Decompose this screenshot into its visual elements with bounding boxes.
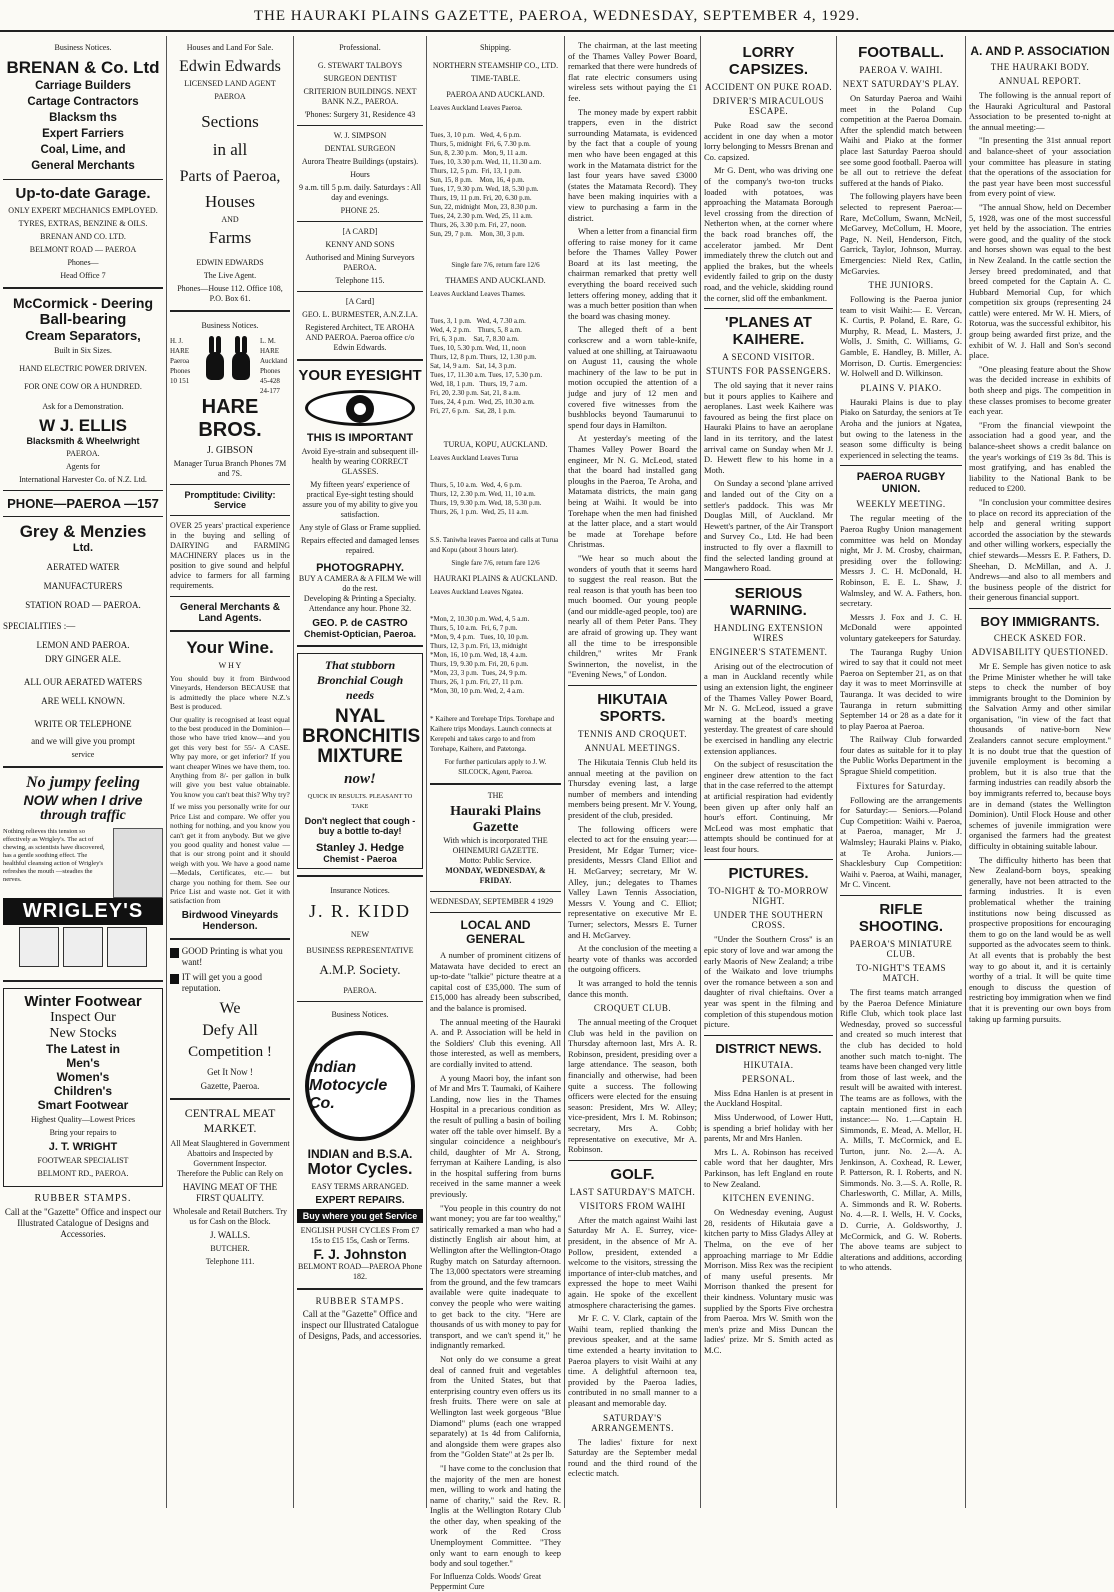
smart-footwear: Smart Footwear xyxy=(37,1098,129,1112)
incorporated: With which is incorporated THE OHINEMURI GAZETTE. xyxy=(443,836,548,855)
motor-cycles: Motor Cycles. xyxy=(307,1161,413,1178)
we: We xyxy=(219,999,241,1017)
article-paragraph: "In conclusion your committee desires to place on record its appreciation of the help and general writing support accorded the association by the stewards and other willing workers, especially the chief stewards—Messrs E. P. Fathers, D. Sheehan, D. McMillan, and A. J. Andrews—and also to all members and the business people of the district for their generous financial support. xyxy=(969,496,1111,603)
timetable: TIME-TABLE. xyxy=(470,74,521,83)
womens: Women's xyxy=(56,1070,110,1084)
english-push-cycles: ENGLISH PUSH CYCLES From £7 15s to £15 15s, Cash or Terms. xyxy=(300,1226,420,1245)
belmont-road: BELMONT RD., PAEROA. xyxy=(37,1169,129,1178)
this-is-important: THIS IS IMPORTANT xyxy=(306,432,414,444)
article-paragraph: Messrs J. Fox and J. C. H. McDonald were appointed voluntary gatekeepers for Saturday. xyxy=(840,611,962,643)
defy-all: Defy All xyxy=(202,1021,258,1039)
column-sport xyxy=(837,40,965,1508)
timetable-turua: Thurs, 5, 10 a.m. Wed, 4, 6 p.m. Thurs, 12, 2.30 p.m. Wed, 11, 10 a.m. Thurs, 19, 9.30 p.m. Wed, 18, 5.30 p.m. Thurs, 26, 1 p.m. Wed, 25, 11 a.m. xyxy=(430,481,542,516)
nyal-dont-neglect: Don't neglect that cough -buy a bottle to-day! xyxy=(304,816,416,836)
rubber-stamps: RUBBER STAMPS. xyxy=(34,1193,132,1204)
hedge: Stanley J. Hedge xyxy=(315,842,405,854)
turua-head: Leaves Auckland Leaves Turua xyxy=(430,454,519,462)
central-meat: CENTRAL MEAT MARKET. xyxy=(184,1105,276,1135)
new-stocks: New Stocks xyxy=(49,1026,117,1041)
dental-surgeon: DENTAL SURGEON xyxy=(324,144,396,153)
grey-ltd: Ltd. xyxy=(72,542,94,554)
article-paragraph: Mr G. Dent, who was driving one of the company's two-ton trucks loaded with potatoes, was approaching the Matamata Borough level crossing from the direction of Netherton when, at the corner where the back road branches off, the accelerator jambed. Mr Dent immediately threw the clutch out and applied the brakes, but the wheels evidently failed to grip on the dusty road, and the vehicle, skidding round the corner, slid off the embankment. xyxy=(704,165,833,303)
photography: PHOTOGRAPHY. xyxy=(316,562,404,574)
thames-head: Leaves Auckland Leaves Thames. xyxy=(430,290,526,298)
square-bullet-icon xyxy=(170,974,179,984)
paeroa-v-waihi: PAEROA V. WAIHI. xyxy=(859,65,943,75)
simpson: W. J. SIMPSON xyxy=(333,131,387,140)
ellis-sub: Blacksmith & Wheelwright xyxy=(26,436,140,446)
column-shipping xyxy=(427,40,564,1591)
hours-detail: 9 a.m. till 5 p.m. daily. Saturdays : All day and evenings. xyxy=(299,183,421,202)
the-juniors: THE JUNIORS. xyxy=(868,280,934,291)
boy-immigrants-heading: BOY IMMIGRANTS. xyxy=(980,613,1100,629)
paeroa-fare: Single fare 7/6, return fare 12/6 xyxy=(451,261,540,269)
eye-icon xyxy=(305,390,415,426)
childrens: Children's xyxy=(53,1084,113,1098)
nyal-quick: QUICK IN RESULTS. PLEASANT TO TAKE xyxy=(307,793,413,810)
ellis-title: W J. ELLIS xyxy=(39,416,127,435)
edwin-signature: EDWIN EDWARDS xyxy=(196,258,264,267)
annual-meetings: ANNUAL MEETINGS. xyxy=(584,743,681,754)
article-paragraph: Mrs L. A. Robinson has received cable word that her daughter, Mrs Parkinson, has left England en route to New Zealand. xyxy=(704,1146,833,1189)
wine-text-2: Our quality is recognised at least equal to the best produced in the Dominion—those who have tried know—and you get this very best for 55/- A CASE. Why pay more, or get inferior? If you want cheaper Wines we have them, too. Anything from 8/- per gallon in bulk will give you best value obtainable. You know you can't beat this? Why try? xyxy=(170,714,290,799)
avoid-eye-strain: Avoid Eye-strain and subsequent ill-health by wearing CORRECT GLASSES. xyxy=(301,447,419,476)
article-paragraph: When a letter from a financial firm offering to raise money for it came before the Thames Valley Power Board at its last meeting, the chairman remarked that pretty well everything the board received such letters offering money, adding that it was a much better position than when the board was chasing money. xyxy=(568,226,697,321)
paeroa-auckland-head: Leaves Auckland Leaves Paeroa. xyxy=(430,104,523,112)
write-telephone: WRITE OR TELEPHONE xyxy=(34,719,132,729)
get-it-now: Get It Now ! xyxy=(207,1066,253,1077)
card-label: [A CARD] xyxy=(342,227,378,236)
column-news-1 xyxy=(565,40,700,1508)
tennis-croquet: TENNIS AND CROQUET. xyxy=(577,729,688,740)
article-paragraph: Following is the Paeroa junior team to visit Waihi:— E. Vercan, K. Curtis, P. Poland, E. Rare, G. Murphy, R. Mead, L. Masters, J. Wolls, J. Smith, C. Williams, G. Gamble, E. Handley, B. Miller, A. Morrison, D. Curtis. Emergencies: W. Holwell and D. Wilkinson. xyxy=(840,294,962,379)
article-paragraph: The Tauranga Rugby Union wired to say that it could not meet Paeroa on September 21, as on that day it was to meet Morrinsville at Tauranga. It was decided to wire Tauranga in return submitting September 14 or 28 as a date for it to play Paeroa at Paeroa. xyxy=(840,646,962,731)
walls: J. WALLS. xyxy=(209,1229,251,1240)
personal: PERSONAL. xyxy=(741,1073,796,1084)
paeroa-label: PAEROA xyxy=(214,92,246,101)
kenny: KENNY AND SONS xyxy=(325,240,395,249)
weekly-meeting: WEEKLY MEETING. xyxy=(856,499,946,510)
masthead-rule xyxy=(0,30,1114,32)
thames-auckland: THAMES AND AUCKLAND. xyxy=(445,276,546,285)
hauraki-body: THE HAURAKI BODY. xyxy=(990,62,1090,72)
talboys: G. STEWART TALBOYS xyxy=(317,61,403,70)
article-paragraph: The difficulty hitherto has been that New Zealand-born boys, speaking generally, have not been attracted to the farming industries. It is even problematical whether the training institutions now being discussed as prospective propositions for encouraging them to go on the land would be as well supported as the advocates seem to think. At all events that is probably the best way to go about it, and it is certainly worthy of a trial. It will be quite time enough to discuss the question of restricting boy immigration when we find that it is preventing our own boys from taking up farming pursuits. xyxy=(969,854,1111,1024)
prompt: and we will give you prompt xyxy=(31,736,135,746)
croquet-club: CROQUET CLUB. xyxy=(593,1003,672,1014)
article-paragraph: "We hear so much about the wonders of youth that it seems hard to suggest the real reason. But the real reason is that youth has been too much boomed. Our young people (and our middle-aged people, too) are nearly all of them Peter Pans. They are afraid of growing up. They want all the time to be irresponsible children," writes Mr Frank Swinnerton, the novelist, in the "Evening News," of London. xyxy=(568,552,697,680)
driver-illustration xyxy=(113,828,163,898)
burmester: GEO. L. BURMESTER, A.N.Z.I.A. xyxy=(302,310,418,319)
hand-electric: HAND ELECTRIC POWER DRIVEN. xyxy=(19,364,147,373)
lemon-paeroa: LEMON AND PAEROA. xyxy=(36,640,130,650)
article-paragraph: Hauraki Plains is due to play Piako on Saturday, the seniors at Te Aroha and the juniors at Ngatea, but owing to the lateness in the season some difficulty is being experienced in selecting the teams. xyxy=(840,396,962,460)
birdwood: Birdwood Vineyards Henderson. xyxy=(181,909,279,932)
district-news-heading: DISTRICT NEWS. xyxy=(715,1040,822,1056)
garage-address: BELMONT ROAD — PAEROA xyxy=(29,245,137,254)
service: service xyxy=(71,750,95,759)
wholesale: Wholesale and Retail Butchers. Try us for Cash on the Block. xyxy=(173,1206,287,1226)
paeroa-auckland: PAEROA AND AUCKLAND. xyxy=(446,90,545,99)
butcher: BUTCHER. xyxy=(210,1243,250,1253)
aerated-water: AERATED WATER xyxy=(46,562,120,572)
planes-heading: 'PLANES AT KAIHERE. xyxy=(725,314,812,349)
parts-of-paeroa: Parts of Paeroa, xyxy=(179,168,281,185)
tonight-tomorrow: TO-NIGHT & TO-MORROW NIGHT. xyxy=(708,886,829,907)
inspect-our: Inspect Our xyxy=(50,1010,116,1025)
lorry-capsizes-heading: LORRY CAPSIZES. xyxy=(728,44,809,78)
column-business-notices xyxy=(0,40,166,1508)
rubber-stamps-2: RUBBER STAMPS. xyxy=(315,1296,405,1306)
farms: Farms xyxy=(208,228,252,247)
mccormick-title: McCormick - Deering xyxy=(12,295,154,311)
aurora: Aurora Theatre Buildings (upstairs). xyxy=(301,157,419,166)
live-agent: The Live Agent. xyxy=(203,271,257,280)
column-ap-association xyxy=(966,40,1114,1508)
rifle-shooting-heading: RIFLE SHOOTING. xyxy=(858,901,944,935)
repairs-effected: Repairs effected and damaged lenses repaired. xyxy=(300,536,420,555)
article-paragraph: The annual meeting of the Hauraki A. and P. Association will be held in the Soldiers' Club this evening. All those interested, as well as members, are cordially invited to attend. xyxy=(430,1016,561,1069)
article-paragraph: On Saturday Paeroa and Waihi meet in the Poland Cup competition at the Paeroa Domain. After the splendid match between Waihi and Piako at the former place last Saturday Paeroa should see some good football. Paeroa will be all out to retrieve the defeat suffered at the hands of Piako. xyxy=(840,93,962,188)
dry-ginger: DRY GINGER ALE. xyxy=(45,654,121,664)
indian-motorcycle-logo: Indian Motocycle Co. xyxy=(305,1031,415,1141)
hours: Hours xyxy=(350,170,370,179)
garage-company: BRENAN AND CO. LTD. xyxy=(40,232,126,241)
rabbit-icon xyxy=(205,336,225,380)
footwear-specialist: FOOTWEAR SPECIALIST xyxy=(37,1156,129,1165)
business-representative: BUSINESS REPRESENTATIVE xyxy=(306,946,414,955)
in-all: in all xyxy=(212,140,248,159)
taniwha-note: S.S. Taniwha leaves Paeroa and calls at Turua and Kopu (about 3 hours later). xyxy=(430,536,559,554)
highest-quality: Highest Quality—Lowest Prices xyxy=(31,1115,135,1124)
grey-menzies: Grey & Menzies xyxy=(19,522,147,541)
fixtures-saturday: Fixtures for Saturday. xyxy=(856,780,946,791)
article-paragraph: The annual meeting of the Croquet Club was held in the pavilion on Thursday afternoon last, Mrs A. R. Robinson, president, presiding over a large attendance. The season, both financially and otherwise, had been quite a success. The following officers were elected for the ensuing season: President, Mrs W. Alley; vice-president, Mrs I. M. Robinson; secretary, Mrs A. Cobb; representative on executive, Mr A. Robinson. xyxy=(568,1017,697,1155)
hpa-head: Leaves Auckland Leaves Ngatea. xyxy=(430,588,524,596)
article-paragraph: "One pleasing feature about the Show was the decided increase in exhibits of both sheep and pigs. The competition in these classes promises to become greater each year. xyxy=(969,363,1111,417)
rabbit-icon xyxy=(231,336,251,380)
motto: Motto: Public Service. xyxy=(459,856,532,865)
hikutaia-sports-heading: HIKUTAIA SPORTS. xyxy=(597,691,668,726)
article-paragraph: Mr F. C. V. Clark, captain of the Waihi team, replied thanking the previous speaker, and at the same time extended a hearty invitation to Paeroa players to visit Waihi at any time. A delightful afternoon tea, provided by the Paeroa ladies, contributed in no small manner to a pleasant and memorable day. xyxy=(568,1313,697,1408)
ellis-intl: International Harvester Co. of N.Z. Ltd. xyxy=(19,475,147,484)
article-paragraph: "From the financial viewpoint the association had a good year, and the balance-sheet shows a credit balance on the year's workings of £19 3s 8d. This is most gratifying, and has enabled the liability to the National Bank to be reduced to £200. xyxy=(969,419,1111,494)
wrigley-through: through traffic xyxy=(40,808,126,823)
article-paragraph: "I have come to the conclusion that the majority of the men are honest men, willing to work and hating the name of charity," said the Rev. R. Inglis at the Wellington Rotary Club the other day, when speaking of the work of the Red Cross Unemployment Committee. "They only want to earn enough to keep body and soul together." xyxy=(430,1462,561,1569)
pictures-heading: PICTURES. xyxy=(728,865,809,883)
article-paragraph: "You people in this country do not want money; you are far too wealthy," satirically remarked a man who had a distinctly English air about him, at Wellington after the Wellington-Otago Rugby match on Saturday afternoon. The 13,000 spectators were streaming from the ground, and the few tramcars available were quite inadequate to convey the people who were waiting to get back to the city. "Here are thousands of us with money to pay for transport, and we can't spend it," he indignantly remarked. xyxy=(430,1202,561,1351)
article-paragraph: The alleged theft of a bent corkscrew and a worn table-knife, valued at one shilling, at Tairuawaotu on August 11, causing the whole machinery of the law to be put in motion occupied the attention of a judge and jury of 12 men and covered five witnesses from the bushblocks beyond Taumarunui to spend four days in Hamilton. xyxy=(568,324,697,430)
brenan-services: Carriage Builders Cartage Contractors Blacksm ths Expert Farriers Coal, Lime, and General Merchants xyxy=(27,80,139,172)
article-paragraph: The old saying that it never rains but it pours applies to Kaihere and aeroplanes. Last week Kaihere was favoured as being the first place on Hauraki Plains to have an aeroplane land in its territory, and the latest arrival came on Sunday when Mr J. D. Hewett flew to his home in a Moth. xyxy=(704,380,833,475)
advisability: ADVISABILITY QUESTIONED. xyxy=(971,646,1109,657)
plains-v-piako: PLAINS V. PIAKO. xyxy=(860,382,942,393)
engineers-statement: ENGINEER'S STATEMENT. xyxy=(709,646,828,657)
ap-association-heading: A. AND P. ASSOCIATION xyxy=(970,44,1110,58)
wright: J. T. WRIGHT xyxy=(48,1141,118,1153)
timetable-paeroa: Tues, 3, 10 p.m. Wed, 4, 6 p.m. Thurs, 5, midnight Fri, 6, 7.30 p.m. Sun, 8, 2.30 p.m. Mon, 9, 11 a.m. Tues, 10, 3.30 p.m. Wed, 11, 11.30 a.m. Thurs, 12, 5 p.m. Fri, 13, 1 p.m. Sun, 15, 8 p.m. Mon, 16, 4 p.m. Tues, 17, 9.30 p.m. Wed, 18, 5.30 p.m. Thurs, 19, 11 p.m. Fri, 20, 6.30 p.m. Sun, 22, midnight Mon, 23, 8.30 p.m. Tues, 24, 2.30 p.m. Wed, 25, 11 a.m. Thurs, 26, 3.30 p.m. Fri, 27, noon. Sun, 29, 7 p.m. Mon, 30, 3 p.m. xyxy=(430,131,542,238)
talboys-phones: 'Phones: Surgery 31, Residence 43 xyxy=(304,110,416,119)
article-paragraph: Mr E. Semple has given notice to ask the Prime Minister whether he will take steps to check the number of boy immigrants brought to the Dominion by the Salvation Army and other similar organisation, "in view of the fact that thousands of native-born New Zealanders cannot secure employment." It is no doubt true that the question of juvenile employment is becoming a problem, but it is also true that the farming industries can readily absorb the boy immigrants referred to, because boys are in demand (states the Wellington Dominion). Until Flock House and other schemes of juvenile immigration were organised the farmers had the greatest difficulty in obtaining suitable labour. xyxy=(969,660,1111,851)
the-label: THE xyxy=(487,791,504,800)
wrigley-jumpy: No jumpy feeling xyxy=(26,774,140,791)
hj-hare-contact: H. J. HARE Paeroa Phones 10 151 xyxy=(170,337,191,385)
annual-report: ANNUAL REPORT. xyxy=(998,76,1082,86)
hedge-chemist: Chemist - Paeroa xyxy=(323,854,397,864)
last-saturday: LAST SATURDAY'S MATCH. xyxy=(569,1186,696,1197)
new: NEW xyxy=(350,930,370,939)
article-paragraph: The following players have been selected to represent Paeroa:— Rare, McCollum, Swann, McNeil, McGarvey, McCollum, H. Moore, Page, N. Neil, Henderson, Fitch, Garrick, Taylor, Johnson, Murray. Emergencies: Nield Rex, Catlin, McGarvies. xyxy=(840,191,962,276)
latest-in: The Latest in xyxy=(45,1042,120,1056)
saturday-arrangements: SATURDAY'S ARRANGEMENTS. xyxy=(591,1412,674,1433)
hauraki-plains-auckland: HAURAKI PLAINS & AUCKLAND. xyxy=(433,574,558,583)
article-paragraph: The Hikutaia Tennis Club held its annual meeting at the pavilion on Thursday evening last, a large number of members and intending members being present. Mr V. Young, president of the club, presided. xyxy=(568,757,697,820)
article-paragraph: The following is the annual report of the Hauraki Agricultural and Pastoral Association to be presented to-night at the annual meeting:— xyxy=(969,90,1111,132)
drivers-escape: DRIVER'S MIRACULOUS ESCAPE. xyxy=(712,96,825,116)
why: W H Y xyxy=(218,661,242,670)
lm-hare-contact: L. M. HARE Auckland Phones 45-428 24-177 xyxy=(260,337,288,395)
competition: Competition ! xyxy=(188,1043,272,1060)
article-paragraph: A number of prominent citizens of Matawata have decided to erect an up-to-date "talkie" picture theatre at a capital cost of £35,000. The sum of £15,000 has already been subscribed, and the balance is promised. xyxy=(430,950,561,1013)
teams-match: TO-NIGHT'S TEAMS MATCH. xyxy=(855,963,947,983)
developing: Developing & Printing a Specialty. Attendance any hour. Phone 32. xyxy=(303,594,417,613)
section-heading: Business Notices. xyxy=(331,1010,389,1019)
garage-tyres: TYRES, EXTRAS, BENZINE & OILS. xyxy=(18,219,148,228)
article-paragraph: On Wednesday evening, August 28, residents of Hikutaia gave a kitchen party to Miss Gladys Alley at Thelma, on the eve of her approaching marriage to Mr Eddie Morrison. Miss Rex was the recipient of many useful presents. Mr Morrison thanked the present for their kindness. Voluntary music was supplied by the Sports Five orchestra from Paeroa. Mrs W. Smith won the men's prize and Miss Duncan the ladies' prize. Mr S. Smith acted as M.C. xyxy=(704,1207,833,1355)
garage-phones: Phones— xyxy=(67,258,99,267)
turua-fare: Single fare 7/6, return fare 12/6 xyxy=(451,559,540,567)
section-heading: Business Notices. xyxy=(201,321,259,330)
winter-footwear: Winter Footwear xyxy=(24,993,142,1010)
licensed-agent: LICENSED LAND AGENT xyxy=(184,79,276,88)
having-meat: HAVING MEAT OF THE FIRST QUALITY. xyxy=(182,1181,278,1203)
article-paragraph: Not only do we consume a great deal of canned fruit and vegetables from the United States, but that enterprising country even offers us its fresh fruits. There were on sale at Wellington last week gorgeous "Blue Diamond" plums (each one wrapped separately) at 1s 4d from California, and alongside them were grapes also from the "Golden State" at 2s per lb. xyxy=(430,1353,561,1460)
masthead: THE HAURAKI PLAINS GAZETTE, PAEROA, WEDNESDAY, SEPTEMBER 4, 1929. xyxy=(253,8,861,24)
kenny-detail: Authorised and Mining Surveyors PAEROA. xyxy=(305,253,415,272)
any-style: Any style of Glass or Frame supplied. xyxy=(299,523,421,532)
article-paragraph: The ladies' fixture for next Saturday are the September medal round and the third round of the eclectic match. xyxy=(568,1436,697,1479)
second-visitor: A SECOND VISITOR. xyxy=(722,352,815,363)
gibson: J. GIBSON xyxy=(206,445,254,456)
dateline: WEDNESDAY, SEPTEMBER 4 1929 xyxy=(430,897,554,906)
wine-text-1: You should buy it from Birdwood Vineyards, Henderson BECAUSE that is admittedly the place where N.Z.'s Best is produced. xyxy=(170,674,290,712)
your-eyesight: YOUR EYESIGHT xyxy=(298,367,422,384)
hpa-note: * Kaihere and Torehape Trips. Torehape and Kaihere trips Mondays. Launch connects at Kerepehi and takes cargo to and from Torehape, Kaihere, and Patetonga. xyxy=(430,715,555,753)
rugby-union-heading: PAEROA RUGBY UNION. xyxy=(856,471,946,496)
section-heading: Business Notices. xyxy=(54,43,112,52)
six-sizes: Built in Six Sizes. xyxy=(54,346,112,355)
surgeon-dentist: SURGEON DENTIST xyxy=(323,74,397,83)
rubber-stamps-text: Call at the "Gazette" Office and inspect our Illustrated Catalogue of Designs and Accessories. xyxy=(4,1207,162,1239)
buy-where-service: Buy where you get Service xyxy=(297,1209,423,1223)
amp-society: A.M.P. Society. xyxy=(319,962,401,977)
stunts: STUNTS FOR PASSENGERS. xyxy=(706,366,831,377)
johnston: F. J. Johnston xyxy=(313,1246,407,1262)
article-paragraph: "The annual Show, held on December 5, 1928, was one of the most successful yet held by the association. The entries were good, and the quality of the stock and horses shown was equal to the best in New Zealand. In the cattle section the Jersey breed predominated, and that breed competed for the Captain A. C. Hubbard Memorial Cup, for which competition six groups (representing 24 cattle) were entered. Mr W. H. Miers, of Rotorua, was the successful exhibitor, his group being awarded first prize, and the exhibit of W. J. Hall and Son's second place. xyxy=(969,201,1111,361)
sections: Sections xyxy=(201,112,259,131)
telephone-115: Telephone 115. xyxy=(335,276,385,285)
article-paragraph: The Railway Club forwarded four dates as suitable for it to play the Public Works Department in the Sprague Shield competition. xyxy=(840,734,962,777)
all-aerated: ALL OUR AERATED WATERS xyxy=(23,677,143,687)
well-known: ARE WELL KNOWN. xyxy=(41,696,125,706)
article-paragraph: A young Maori boy, the infant son of Mr and Mrs T. Taumaki, of Kaihere Landing, now lies in the Thames Hospital in a precarious condition as the result of pulling a basin of boiling water off the table over himself. By a singular coincidence a neighbour's child, daughter of Mr A. Strong, ferryman at Kaihere Landing, is also in the hospital suffering from burns received in the same manner a week previously. xyxy=(430,1072,561,1200)
nyal-product: NYAL BRONCHITIS MIXTURE xyxy=(302,706,421,767)
column-professional xyxy=(294,40,426,1508)
gum-pack-icon xyxy=(63,927,103,967)
article-paragraph: At yesterday's meeting of the Thames Valley Power Board the engineer, Mr N. G. McLeod, stated that the board had installed gang ploughs in the Paeroa, Te Aroha, and Matamata districts, the main gang being at Waihi. It would be into Torehape when the men had finished at the latter place, and a start would be made at Torehape before Christmas. xyxy=(568,433,697,550)
specialities: SPECIALITIES :— xyxy=(3,621,76,631)
nyal-now: now! xyxy=(344,771,376,787)
article-paragraph: Following are the arrangements for Saturday:— Seniors.—Poland Cup Competition: Waihi v. Paeroa, at Paeroa, manager, Mr J. Walmsley; Hauraki Plains v. Piako, at Te Aroha. Juniors.—Shacklesbury Cup Competition: Waihi v. Paeroa, at Waihi, manager, Mr C. Vincent. xyxy=(840,794,962,890)
buy-camera: BUY A CAMERA & A FILM We will do the rest. xyxy=(298,574,422,593)
kidd: J. R. KIDD xyxy=(308,901,411,921)
edwin-phones: Phones—House 112. Office 108, P.O. Box 61. xyxy=(177,284,283,303)
article-paragraph: The following officers were elected to act for the ensuing year:—President, Mr Edgar Turner; vice-presidents, Messrs Cland Elliot and H. McGarvey; secretary, Mr W. Alley, jun.; delegates to Thames Valley Lawn Tennis Association, Messrs V. Young and C. Elliot; representative on executive Mr E. Turner; selectors, Messrs E. Turner and H. McGarvey. xyxy=(568,823,697,940)
gum-pack-icon xyxy=(107,927,147,967)
visitors-waihi: VISITORS FROM WAIHI xyxy=(579,1200,686,1211)
gum-pack-icon xyxy=(19,927,59,967)
article-paragraph: Miss Edna Hanlen is at present in the Auckland Hospital. xyxy=(704,1087,833,1109)
hare-bros: HARE BROS. xyxy=(198,396,262,441)
amp-paeroa: PAEROA. xyxy=(343,986,377,995)
garage-mechanics: ONLY EXPERT MECHANICS EMPLOYED. xyxy=(8,206,158,215)
chemist-optician: Chemist-Optician, Paeroa. xyxy=(303,629,417,639)
cream-separators: Cream Separators, xyxy=(25,328,141,343)
article-paragraph: On the subject of resuscitation the engineer drew attention to the fact that in the case referred to the attempt at artificial respiration had evidently been given up after only half an hour's effort. Continuing, Mr McLeod was most emphatic that attempts should be continued for at least four hours. xyxy=(704,759,833,854)
wrigley-nowwhen: NOW when I drive xyxy=(23,792,143,808)
phone-paeroa: PHONE—PAEROA —157 xyxy=(7,496,159,511)
gazette-paeroa: Gazette, Paeroa. xyxy=(200,1080,260,1091)
gibson-manager: Manager Turua Branch Phones 7M and 7S. xyxy=(173,459,287,478)
miniature-club: PAEROA'S MINIATURE CLUB. xyxy=(849,939,953,959)
mens: Men's xyxy=(66,1056,100,1070)
further-particulars: For further particulars apply to J. W. SILCOCK, Agent, Paeroa. xyxy=(444,758,547,776)
houses: Houses xyxy=(204,192,256,211)
square-bullet-icon xyxy=(170,948,179,958)
article-paragraph: Puke Road saw the second accident in one day when a motor lorry belonging to Messrs Brenan and Co. capsized. xyxy=(704,120,833,162)
good-printing: GOOD Printing is what you want! xyxy=(181,945,283,967)
station-road: STATION ROAD — PAEROA. xyxy=(25,600,141,610)
johnston-address: BELMONT ROAD—PAEROA Phone 182. xyxy=(297,1262,422,1281)
general-merchants: General Merchants & Land Agents. xyxy=(179,602,281,624)
manufacturers: MANUFACTURERS xyxy=(43,581,123,591)
bring-repairs: Bring your repairs to xyxy=(49,1128,117,1137)
ballbearing: Ball-bearing xyxy=(39,311,127,328)
card-label-2: [A Card] xyxy=(345,297,375,306)
kitchen-evening: KITCHEN EVENING. xyxy=(722,1193,815,1204)
article-paragraph: After the match against Waihi last Saturday Mr A. E. Surrey, vice-president, in the absence of Mr A. Pollow, president, extended a welcome to the visitors, stressing the importance of inter-club matches, and expressed the hope to meet Waihi again. He spoke of the excellent atmosphere characterising the games. xyxy=(568,1214,697,1310)
gazette-nameplate: Hauraki Plains Gazette xyxy=(450,804,541,835)
all-meat: All Meat Slaughtered in Government Abattoirs and Inspected by Government Inspector. xyxy=(170,1138,290,1168)
turua-kopu: TURUA, KOPU, AUCKLAND. xyxy=(443,440,548,449)
for-one-cow: FOR ONE COW OR A HUNDRED. xyxy=(24,382,142,391)
ellis-agents: Agents for xyxy=(66,462,100,471)
article-paragraph: The money made by expert rabbit trappers, even in the district surrounding Matamata, is evidenced by the fact that a couple of young men who have been engaged at this work in the Matamata district for the last four years have saved £3000 (states the Matamata Record). They have been making inquiries with a view to purchasing a farm in the district. xyxy=(568,106,697,223)
article-paragraph: "Under the Southern Cross" is an epic story of love and war among the early Maoris of New Zealand; a tribe of the Waikato and love triumphs over the romance between a son and daughter of rival chieftains. Over a year was spent in the filming and completion of this stupendous motion picture. xyxy=(704,934,833,1030)
article-paragraph: Arising out of the electrocution of a man in Auckland recently while using an extension light, the engineer of the Thames Valley Power Board, Mr N. G. McLeod, issued a grave warning at the board's meeting yesterday. The greatest of care should be exercised in handling any electric extension appliances. xyxy=(704,660,833,756)
article-paragraph: At the conclusion of the meeting a hearty vote of thanks was accorded the outgoing officers. xyxy=(568,943,697,975)
garage-head-office: Head Office 7 xyxy=(60,271,106,280)
check-asked: CHECK ASKED FOR. xyxy=(993,632,1087,643)
expert-repairs: EXPERT REPAIRS. xyxy=(315,1195,405,1206)
northern-steamship: NORTHERN STEAMSHIP CO., LTD. xyxy=(432,61,559,70)
rubber-stamps-text-2: Call at the "Gazette" Office and inspect our Illustrated Catalogue of Designs, Pads, and accessories. xyxy=(298,1309,422,1341)
section-heading: Shipping. xyxy=(480,43,511,52)
edwin-title: Edwin Edwards xyxy=(179,58,281,75)
timetable-hauraki: *Mon, 2, 10.30 p.m. Wed, 4, 5 a.m. Thurs, 5, 10 a.m. Fri, 6, 7 p.m. *Mon, 9, 4 p.m. Tues, 10, 10 p.m. Thurs, 12, 3 p.m. Fri, 13, midnight *Mon, 16, 10 p.m. Wed, 18, 4 a.m. Thurs, 19, 9.30 p.m. Fri, 20, 6 p.m. *Mon, 23, 3 p.m. Tues, 24, 9 p.m. Thurs, 26, 1 p.m. Fri, 27, 11 p.m. *Mon, 30, 10 p.m. Wed, 2, 4 a.m. xyxy=(430,615,530,695)
article-paragraph: The first teams match arranged by the Paeroa Defence Miniature Rifle Club, which took place last Wednesday, proved so successful and created so much interest that the club has decided to hold another such match to-night. The teams have been changed very little from those of last week, and the result will be awaited with interest. The teams are as follows, with the captain mentioned first in each instance:— No. 1.—Captain H. Simmonds, E. Mead, A. Mellor, H. A. Mills, T. McCormick, and E. Turton, junr. No. 2.—A. A. Jenkinson, A. Coxhead, R. Lewer, P. Patterson, R. I. Roberts, and N. Simmonds. No. 3.—S. A. Rolle, R. Charlesworth, C. Millar, A. Mills, A. Simmonds and R. W. Roberts. No. 4.—R. I. Wells, H. V. Cocks, D. Currie, A. Goldsworthy, J. McCormick, and G. W. Roberts. The above teams are subject to alterations and additions, according to who attends. xyxy=(840,987,962,1273)
wine-text-3: If we miss you personally write for our Price List and compare. We offer you nothing for nothing, and you know you can't get it from anybody. But we give you good quality and honest value — that is our strong point and it should weigh with you. We have a good name—Medals, Certificates, etc.— but charge you nothing for them. See our Price List and waste not. Get it with satisfaction from xyxy=(170,802,290,906)
next-saturdays-play: NEXT SATURDAY'S PLAY. xyxy=(842,79,960,89)
accident-puke: ACCIDENT ON PUKE ROAD. xyxy=(704,82,833,92)
handling-wires: HANDLING EXTENSION WIRES xyxy=(713,622,824,643)
promptitude: Promptitude: Civility: Service xyxy=(184,490,276,510)
hare-rabbits-logo xyxy=(202,336,254,385)
serious-warning-heading: SERIOUS WARNING. xyxy=(730,584,807,619)
brenan-title: BRENAN & Co. Ltd xyxy=(6,58,160,77)
local-general-heading: LOCAL AND GENERAL xyxy=(460,918,531,946)
article-paragraph: The chairman, at the last meeting of the Thames Valley Power Board, remarked that there were hundreds of flat rate electric consumers using wireless sets without paying the £1 fee. xyxy=(568,40,697,103)
section-heading: Professional. xyxy=(339,43,381,52)
article-paragraph: "In presenting the 31st annual report and balance-sheet of your association your committee has pleasure in stating that the operations of the association for the past year have been most successful from every point of view. xyxy=(969,135,1111,199)
easy-terms: EASY TERMS ARRANGED. xyxy=(311,1182,409,1191)
wrigley-copy: Nothing relieves this tension so effectively as Wrigley's. The act of chewing, as scientists have discovered, has a gentle soothing effect. The healthful cleansing action of Wrigley's refreshes the mouth —steadies the nerves. xyxy=(3,828,105,883)
ellis-town: PAEROA. xyxy=(66,449,100,458)
fifteen-years: My fifteen years' experience of practical Eye-sight testing should assure you of my ability to give you satisfaction. xyxy=(302,480,418,519)
hikutaia-sub: HIKUTAIA. xyxy=(743,1059,794,1070)
nyal-cough: That stubborn Bronchial Cough needs xyxy=(316,658,404,702)
de-castro: GEO. P. de CASTRO xyxy=(312,618,408,629)
telephone-111: Telephone 111. xyxy=(205,1256,255,1266)
influenza-ad: For Influenza Colds. Woods' Great Peppermint Cure xyxy=(430,1571,542,1591)
article-paragraph: The regular meeting of the Paeroa Rugby Union management committee was held on Monday night, Mr J. M. Crosby, chairman, presiding over the following: Messrs J. C. H. McDonald, H. Robinson, E. E. L. Shaw, J. Walmsley, and W. A. Fathers, hon. secretary. xyxy=(840,513,962,609)
ask-demo: Ask for a Demonstration. xyxy=(42,402,124,411)
publication-days: MONDAY, WEDNESDAY, & FRIDAY. xyxy=(445,866,546,885)
good-reputation: IT will get you a good reputation. xyxy=(181,971,262,993)
football-heading: FOOTBALL. xyxy=(858,44,944,61)
your-wine: Your Wine. xyxy=(186,638,274,657)
column-houses-land xyxy=(167,40,293,1508)
over-25-years: OVER 25 years' practical experience in the buying and selling of DAIRYING and FARMING MACHINERY places us in the position to give sound and helpful advice to farmers for all farming requirements. xyxy=(170,521,290,590)
therefore: Therefore the Public can Rely on xyxy=(177,1168,283,1178)
section-heading: Houses and Land For Sale. xyxy=(186,43,274,52)
indian-bsa: INDIAN and B.S.A. xyxy=(307,1147,413,1161)
southern-cross: UNDER THE SOUTHERN CROSS. xyxy=(713,910,824,931)
criterion: CRITERION BUILDINGS. NEXT BANK N.Z., PAEROA. xyxy=(303,87,417,106)
article-paragraph: On Sunday a second 'plane arrived and landed out of the City on a settler's paddock. This was Mr Douglas Mill, of Auckland. Mr Hewett's partner, of the Air Transport and Survey Co., Ltd. He had been instructed to fly over a flaxmill to find the selected landing ground at Mangawhero Road. xyxy=(704,478,833,574)
and: AND xyxy=(221,215,239,224)
wrigleys-logo: WRIGLEY'S xyxy=(3,898,163,925)
article-paragraph: Miss Underwood, of Lower Hutt, is spending a brief holiday with her parents, Mr and Mrs Hanlen. xyxy=(704,1112,833,1144)
phone-25: PHONE 25. xyxy=(340,206,380,215)
registered-architect: Registered Architect, TE AROHA AND PAEROA. Paeroa office c/o Edwin Edwards. xyxy=(305,323,415,352)
column-news-2 xyxy=(701,40,836,1508)
garage-heading: Up-to-date Garage. xyxy=(15,185,151,202)
golf-heading: GOLF. xyxy=(610,1165,655,1183)
article-paragraph: It was arranged to hold the tennis dance this month. xyxy=(568,977,697,999)
section-heading: Insurance Notices. xyxy=(330,886,390,895)
timetable-thames: Tues, 3, 1 p.m. Wed, 4, 7.30 a.m. Wed, 4, 2 p.m. Thurs, 5, 8 a.m. Fri, 6, 3 p.m. Sat, 7, 8.30 a.m. Tues, 10, 5.30 p.m. Wed, 11, noon Thurs, 12, 8 p.m. Thurs, 12, 1.30 p.m. Sat, 14, 9 a.m. Sat, 14, 3 p.m. Tues, 17, 11.30 a.m. Tues, 17, 5.30 p.m. Wed, 18, 1 p.m. Thurs, 19, 7 a.m. Fri, 20, 2.30 p.m. Sat, 21, 8 a.m. Tues, 24, 4 p.m. Wed, 25, 10.30 a.m. Fri, 27, 6 p.m. Sat, 28, 1 p.m. xyxy=(430,317,543,415)
